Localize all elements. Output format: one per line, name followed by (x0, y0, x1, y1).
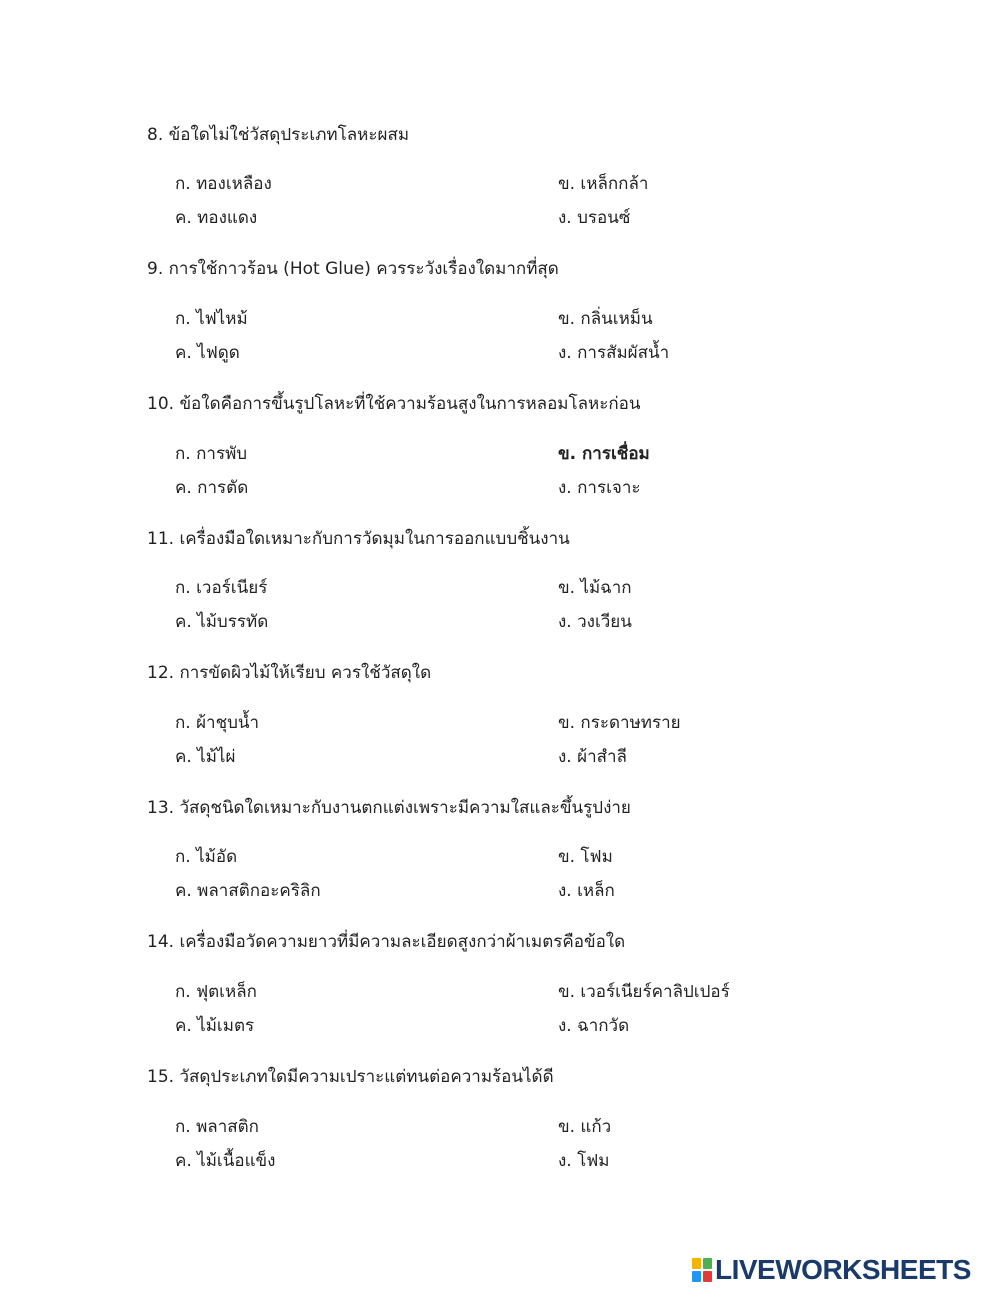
option-d[interactable]: ง. โฟม (558, 1151, 610, 1171)
option-c[interactable]: ค. การตัด (175, 478, 249, 498)
option-d[interactable]: ง. ผ้าสำลี (558, 747, 627, 767)
option-c[interactable]: ค. ไม้ไผ่ (175, 747, 236, 767)
logo-block (692, 1258, 701, 1269)
option-c[interactable]: ค. ไฟดูด (175, 343, 240, 363)
option-d[interactable]: ง. ฉากวัด (558, 1016, 630, 1036)
question-text: 12. การขัดผิวไม้ให้เรียบ ควรใช้วัสดุใด (147, 663, 432, 683)
option-c[interactable]: ค. ไม้บรรทัด (175, 612, 269, 632)
option-c[interactable]: ค. ทองแดง (175, 208, 258, 228)
question-text: 8. ข้อใดไม่ใช่วัสดุประเภทโลหะผสม (147, 125, 410, 145)
option-c[interactable]: ค. ไม้เนื้อแข็ง (175, 1151, 276, 1171)
question-text: 13. วัสดุชนิดใดเหมาะกับงานตกแต่งเพราะมีความใสและขึ้นรูปง่าย (147, 798, 631, 818)
liveworksheets-logo (692, 1255, 971, 1285)
option-d[interactable]: ง. การเจาะ (558, 478, 641, 498)
question-text: 14. เครื่องมือวัดความยาวที่มีความละเอียดสูงกว่าผ้าเมตรคือข้อใด (147, 932, 626, 952)
question-text: 10. ข้อใดคือการขึ้นรูปโลหะที่ใช้ความร้อนสูงในการหลอมโลหะก่อน (147, 394, 641, 414)
option-a[interactable]: ก. ทองเหลือง (175, 174, 272, 194)
question-text: 11. เครื่องมือใดเหมาะกับการวัดมุมในการออกแบบชิ้นงาน (147, 529, 570, 549)
question-text: 9. การใช้กาวร้อน (Hot Glue) ควรระวังเรื่องใดมากที่สุด (147, 259, 559, 279)
logo-text: LIVEWORKSHEETS (715, 1254, 971, 1285)
option-a[interactable]: ก. การพับ (175, 444, 248, 464)
option-b[interactable]: ข. กลิ่นเหม็น (558, 309, 653, 329)
logo-block (703, 1258, 712, 1269)
option-d[interactable]: ง. วงเวียน (558, 612, 632, 632)
option-b[interactable]: ข. ไม้ฉาก (558, 578, 632, 598)
option-b[interactable]: ข. เวอร์เนียร์คาลิปเปอร์ (558, 982, 730, 1002)
logo-block (703, 1271, 712, 1282)
option-a[interactable]: ก. เวอร์เนียร์ (175, 578, 268, 598)
option-a[interactable]: ก. ฟุตเหล็ก (175, 982, 257, 1002)
option-d[interactable]: ง. เหล็ก (558, 881, 615, 901)
option-b-selected[interactable]: ข. การเชื่อม (558, 444, 650, 464)
option-a[interactable]: ก. ไม้อัด (175, 847, 238, 867)
option-b[interactable]: ข. โฟม (558, 847, 613, 867)
option-a[interactable]: ก. พลาสติก (175, 1117, 259, 1137)
question-text: 15. วัสดุประเภทใดมีความเปราะแต่ทนต่อความร้อนได้ดี (147, 1067, 554, 1087)
option-c[interactable]: ค. พลาสติกอะคริลิก (175, 881, 321, 901)
option-d[interactable]: ง. บรอนซ์ (558, 208, 631, 228)
option-b[interactable]: ข. แก้ว (558, 1117, 612, 1137)
option-a[interactable]: ก. ไฟไหม้ (175, 309, 248, 329)
option-a[interactable]: ก. ผ้าชุบน้ำ (175, 713, 260, 733)
option-d[interactable]: ง. การสัมผัสน้ำ (558, 343, 670, 363)
option-b[interactable]: ข. กระดาษทราย (558, 713, 681, 733)
logo-blocks-icon (692, 1258, 712, 1282)
option-b[interactable]: ข. เหล็กกล้า (558, 174, 649, 194)
option-c[interactable]: ค. ไม้เมตร (175, 1016, 255, 1036)
logo-block (692, 1271, 701, 1282)
